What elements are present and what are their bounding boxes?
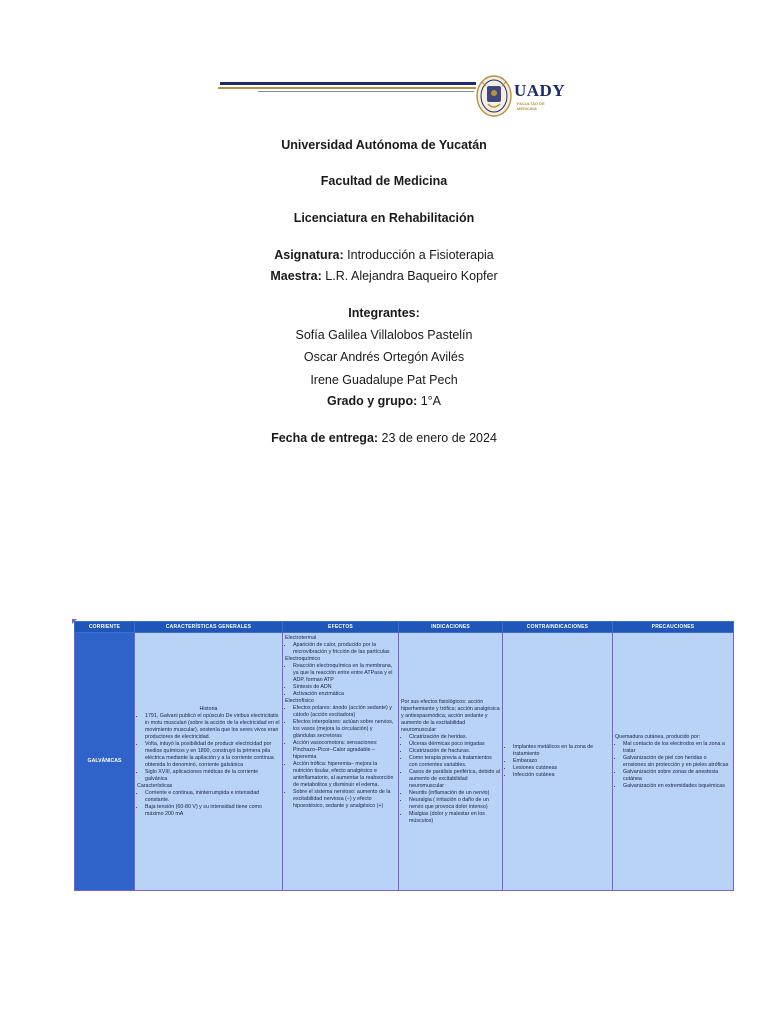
- header-rule-thin: [258, 91, 474, 92]
- table-row: [75, 633, 734, 891]
- list-item: • Cicatrización de heridas.: [409, 734, 500, 741]
- list-item: • Reacción electroquímica en la membrana, ya que la reacción entre entre ATPasa y el ADP, forman ATP: [293, 663, 396, 684]
- col-header: CORRIENTE: [75, 622, 135, 633]
- electrofisico-list: [285, 705, 396, 810]
- header-rule-navy: [220, 82, 476, 85]
- member-name: Irene Guadalupe Pat Pech: [310, 373, 458, 387]
- col-header: CONTRAINDICACIONES: [503, 622, 613, 633]
- group-line: [0, 393, 768, 409]
- header-logo-strip: [218, 74, 566, 124]
- member-name: Sofía Galilea Villalobos Pastelín: [295, 328, 473, 342]
- historia-list: [137, 713, 280, 783]
- members-label: Integrantes:: [348, 306, 420, 320]
- electrotermal-title: Electrotermal: [285, 635, 317, 641]
- list-item: • Acción vasocomotora: sensaciones: Pinchazo–Picor–Calor agradable – hiperemia: [293, 740, 396, 761]
- degree-name: [0, 210, 768, 226]
- subject-label: Asignatura:: [274, 248, 344, 262]
- list-item: • Úlceras dérmicas poco irrigadas: [409, 741, 500, 748]
- faculty-logo-text: FACULTAD DE MEDICINA: [517, 101, 545, 111]
- col-header: CARACTERÍSTICAS GENERALES: [135, 622, 283, 633]
- col-header: EFECTOS: [283, 622, 399, 633]
- uady-wordmark: UADY: [514, 81, 566, 100]
- cell-efectos: [283, 633, 399, 891]
- caract-list: [137, 790, 280, 818]
- electrofisico-title: Electrofísico: [285, 698, 314, 704]
- list-item: • Galvanización de piel con heridas o erosiones sin protección y en pieles atróficas: [623, 755, 731, 769]
- cell-indicaciones: [399, 633, 503, 891]
- cell-caracteristicas: [135, 633, 283, 891]
- date-label: Fecha de entrega:: [271, 431, 379, 445]
- electrotermal-list: [285, 642, 396, 656]
- cell-precauciones: [613, 633, 734, 891]
- list-item: • Neuritis (inflamación de un nervio): [409, 790, 500, 797]
- list-item: • Neuralgia ( irritación o daño de un nervio que provoca dolor intenso): [409, 797, 500, 811]
- historia-title: Historia: [199, 705, 218, 712]
- subject-value: Introducción a Fisioterapia: [343, 248, 494, 262]
- list-item: • Aparición de calor, producido por la microvibración y fricción de las partículas: [293, 642, 396, 656]
- university-name: Universidad Autónoma de Yucatán: [281, 138, 487, 152]
- list-item: • Galvanización en extremidades isquémicas: [623, 783, 731, 790]
- teacher-value: L.R. Alejandra Baqueiro Kopfer: [321, 269, 498, 283]
- list-item: • Corriente e continua, ininterrumpida e intensidad constante.: [145, 790, 280, 804]
- electroquimico-title: Electroquímico: [285, 656, 321, 662]
- col-header: INDICACIONES: [399, 622, 503, 633]
- list-item: • Mal contacto de los electrodos en la zona a tratar: [623, 741, 731, 755]
- subject-line: [0, 247, 768, 263]
- list-item: • Como terapia previa a tratamientos con corrientes variables.: [409, 755, 500, 769]
- row-label: GALVÁNICAS: [75, 633, 135, 891]
- list-item: • Activación enzimática: [293, 691, 396, 698]
- list-item: • Embarazo: [513, 758, 610, 765]
- precauciones-intro: Quemadura cutánea, producido por:: [615, 733, 701, 740]
- list-item: • Efectos polares: ánodo (acción sedante) y cátodo (acción excitadora): [293, 705, 396, 719]
- teacher-line: [0, 268, 768, 284]
- list-item: • Casos de parálisis periférica, debido al aumento de excitabilidad neuromuscular: [409, 769, 500, 790]
- list-item: • Efectos interpolares: actúan sobre nervios, los vasos (mejora la circulación) y glándulas secretoras: [293, 719, 396, 740]
- degree-text: Licenciatura en Rehabilitación: [293, 211, 475, 225]
- caract-title: Características: [137, 782, 173, 789]
- currents-table: [74, 621, 734, 891]
- list-item: • Baja tensión (60-80 V) y su intensidad tiene como máximo 200 mA: [145, 804, 280, 818]
- list-item: • 1791, Galvani publicó el opúsculo De viribus electricitatis in motu musculari (sobre la acción de la electricidad en el movimiento muscular), sostenía que los seres vivos eran productores de electricidad.: [145, 713, 280, 741]
- list-item: • Siglo XVIII, aplicaciones médicas de la corriente galvánica: [145, 769, 280, 783]
- university-seal-icon: [474, 74, 514, 118]
- header-rule-gold: [218, 87, 476, 89]
- list-item: • Galvanización sobre zonas de anestesia cutánea: [623, 769, 731, 783]
- member-name: Oscar Andrés Ortegón Avilés: [303, 350, 465, 364]
- list-item: • Acción trófica: hiperemia– mejora la nutrición tisular, efecto analgésico e antinflamatorio, al aumentar la reabsorción de metabolitos y disminuir el edema.: [293, 761, 396, 789]
- indicaciones-intro: Por sus efectos fisiológicos: acción hiperhemiante y trófica; acción analgésica y antiespasmódica; acción sedante y aumento de la excitabilidad neuromuscular: [401, 698, 500, 733]
- contraindicaciones-list: [505, 744, 610, 779]
- list-item: • Mialgias (dolor y malestar en los músculos): [409, 811, 500, 825]
- cell-contraindicaciones: [503, 633, 613, 891]
- table-header-row: [75, 622, 734, 633]
- list-item: • Lesiones cutáneas: [513, 765, 610, 772]
- list-item: • Cicatrización de fracturas.: [409, 748, 500, 755]
- list-item: • Sobre el sistema nervioso: aumento de la excitabilidad nerviosa (–) y efecto hipoestésico, sedante y analgésico (+): [293, 789, 396, 810]
- list-item: • Infección cutánea: [513, 772, 610, 779]
- date-line: [0, 430, 768, 446]
- group-value: 1°A: [417, 394, 442, 408]
- electroquimico-list: [285, 663, 396, 698]
- precauciones-list: [615, 741, 731, 790]
- group-label: Grado y grupo:: [326, 394, 418, 408]
- date-value: 23 de enero de 2024: [378, 431, 497, 445]
- list-item: • Síntesis de ADN: [293, 684, 396, 691]
- col-header: PRECAUCIONES: [613, 622, 734, 633]
- teacher-label: Maestra:: [270, 269, 322, 283]
- list-item: • Implantes metálicos en la zona de tratamiento: [513, 744, 610, 758]
- list-item: • Volta, intuyó la posibilidad de producir electricidad por medios químicos y en 1800, construyó la primera pila eléctrica mediante la apilación y a la corriente continua obtenida lo denominó, corriente galvánica: [145, 741, 280, 769]
- indicaciones-list: [401, 734, 500, 825]
- faculty-name: Facultad de Medicina: [320, 174, 448, 188]
